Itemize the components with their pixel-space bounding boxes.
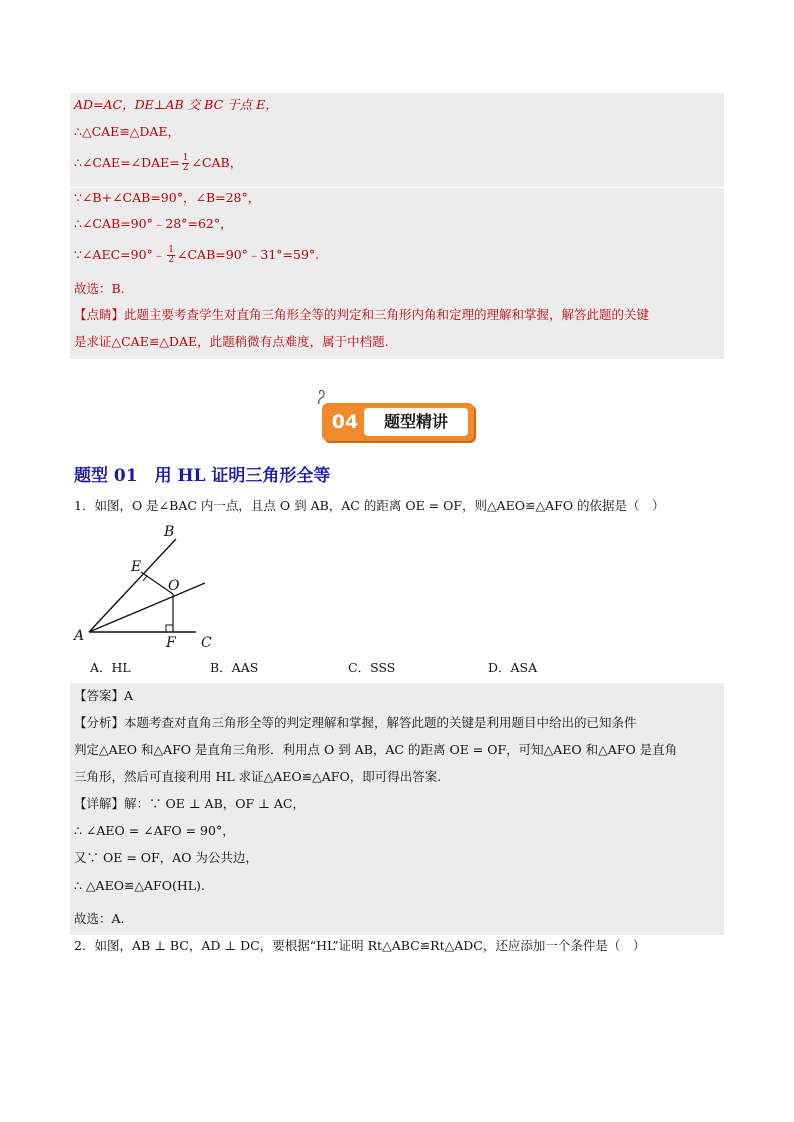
q1-detail-3: 又∵ OE = OF，AO 为公共边， [74,850,258,865]
q1-detail-1: 【详解】解：∵ OE ⊥ AB，OF ⊥ AC， [74,796,305,811]
banner-title: 题型精讲 [364,408,468,436]
prev-comment-1: 【点睛】此题主要考查学生对直角三角形全等的判定和三角形内角和定理的理解和掌握，解答此题的关键 [74,307,650,322]
prev-line-3: ∴∠CAE=∠DAE= $\frac{1}{2}$ ∠CAB， [74,153,243,173]
option-c[interactable]: C．SSS [348,660,396,675]
question-2-stem: 2．如图，AB ⊥ BC，AD ⊥ DC，要根据“HL”证明 Rt△ABC≌Rt△ADC，还应添加一个条件是（ ） [74,938,646,953]
section-banner [322,403,474,441]
prev-line-5: ∴∠CAB=90°﹣28°=62°， [74,216,233,231]
section-title: 题型 01 用 HL 证明三角形全等 [74,466,331,486]
label-A: A [74,628,85,644]
q1-answer: 【答案】A [74,688,134,703]
prev-line-7: 故选：B. [74,281,125,296]
banner-number: 04 [328,408,362,436]
option-d[interactable]: D．ASA [488,660,538,675]
prev-line-1: AD=AC，DE⊥AB 交 BC 于点 E， [74,97,278,112]
prev-line-6: ∵∠AEC=90°﹣ $\frac{1}{2}$ ∠CAB=90°﹣31°=59°. [74,245,320,265]
q1-detail-5: 故选：A. [74,911,125,926]
label-F: F [166,635,176,650]
label-E: E [131,559,142,575]
prev-line-2: ∴△CAE≌△DAE， [74,124,181,139]
q1-detail-2: ∴ ∠AEO = ∠AFO = 90°， [74,823,235,838]
prev-line-4: ∵∠B+∠CAB=90°，∠B=28°， [74,190,261,205]
label-B: B [164,524,175,540]
label-C: C [201,635,212,650]
option-b[interactable]: B．AAS [210,660,259,675]
q1-detail-4: ∴ △AEO≌△AFO(HL). [74,878,205,893]
q1-analysis-1: 【分析】本题考查对直角三角形全等的判定理解和掌握，解答此题的关键是利用题目中给出的已知条件 [74,715,637,730]
q1-analysis-3: 三角形，然后可直接利用 HL 求证△AEO≌△AFO，即可得出答案. [74,769,442,784]
question-1-stem: 1．如图，O 是∠BAC 内一点，且点 O 到 AB，AC 的距离 OE = OF，则△AEO≌△AFO 的依据是（ ） [74,498,665,513]
prev-comment-2: 是求证△CAE≌△DAE，此题稍微有点难度，属于中档题. [74,334,389,349]
fraction-half: $\frac{1}{2}$ [182,153,189,173]
q1-analysis-2: 判定△AEO 和△AFO 是直角三角形．利用点 O 到 AB，AC 的距离 OE = OF，可知△AEO 和△AFO 是直角 [74,742,678,757]
geometry-figure [70,522,220,650]
fraction-half: $\frac{1}{2}$ [168,245,175,265]
label-O: O [168,578,180,594]
option-a[interactable]: A．HL [90,660,131,675]
